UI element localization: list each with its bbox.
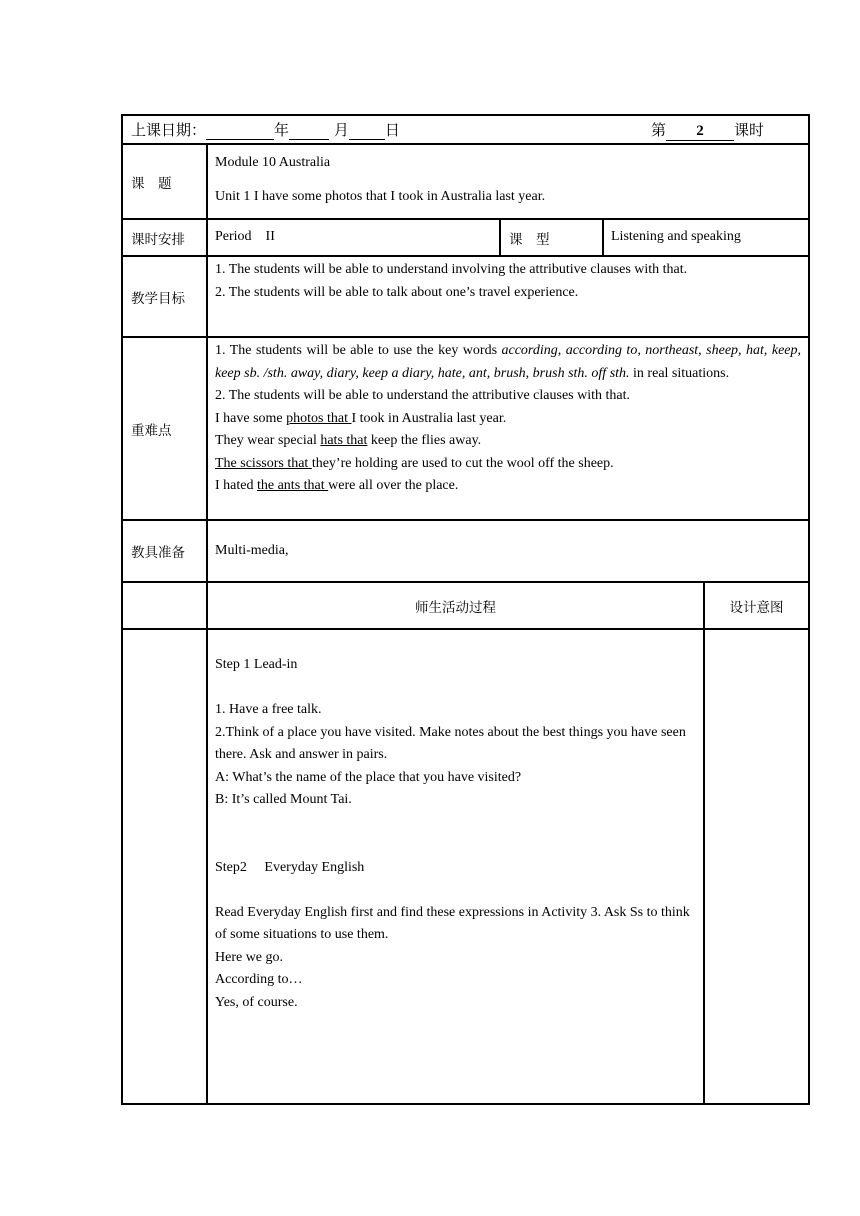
date-header bbox=[122, 115, 809, 144]
period-value: Period II bbox=[207, 219, 500, 256]
process-header: 师生活动过程 bbox=[207, 582, 704, 629]
step2-title: Step2 Everyday English bbox=[215, 859, 365, 875]
underlined-phrase: The scissors that bbox=[215, 455, 312, 471]
lesson-number-group bbox=[651, 119, 764, 141]
design-header: 设计意图 bbox=[704, 582, 809, 629]
key-words: according, according to, northeast, sheep, hat, keep, keep sb. /sth. away, diary, keep a diary, hate, ant, brush, brush sth. off sth. bbox=[215, 343, 802, 381]
schedule-label: 课时安排 bbox=[122, 219, 207, 256]
process-header-row bbox=[122, 582, 809, 629]
key-point-1-start: 1. The students will be able to use the key words bbox=[215, 343, 502, 358]
spacer bbox=[215, 879, 696, 902]
text: I hated bbox=[215, 478, 257, 493]
text: they’re holding are used to cut the wool off the sheep. bbox=[311, 455, 614, 471]
text: keep the flies away. bbox=[367, 433, 482, 448]
process-content bbox=[207, 629, 704, 1104]
day-label: 日 bbox=[384, 120, 400, 139]
key-points-row bbox=[122, 337, 809, 520]
underlined-phrase: photos that bbox=[286, 410, 352, 426]
step1-title: Step 1 Lead-in bbox=[215, 657, 298, 672]
example-sentence-1 bbox=[215, 408, 801, 431]
topic-label: 课 题 bbox=[122, 144, 207, 219]
key-point-1 bbox=[215, 340, 801, 385]
key-points-cell bbox=[207, 337, 809, 520]
example-sentence-3 bbox=[215, 453, 801, 476]
objectives-cell bbox=[207, 256, 809, 337]
underlined-phrase: hats that bbox=[320, 433, 368, 448]
tools-label: 教具准备 bbox=[122, 520, 207, 582]
year-label: 年 bbox=[274, 120, 290, 139]
lesson-suffix: 课时 bbox=[734, 120, 765, 139]
text: They wear special bbox=[215, 433, 321, 448]
date-day-blank[interactable] bbox=[349, 121, 385, 140]
text: I have some bbox=[215, 410, 287, 426]
tools-value: Multi-media, bbox=[207, 520, 809, 582]
key-points-label: 重难点 bbox=[122, 337, 207, 520]
objectives-row bbox=[122, 256, 809, 337]
step2-text: Read Everyday English first and find these expressions in Activity 3. Ask Ss to think of some situations to use them. bbox=[215, 904, 690, 942]
date-month-blank[interactable] bbox=[289, 121, 329, 140]
lesson-plan bbox=[121, 114, 808, 1105]
spacer bbox=[215, 834, 696, 857]
objective-item: 1. The students will be able to understand involving the attributive clauses with that. bbox=[215, 262, 688, 277]
text: I took in Australia last year. bbox=[351, 410, 507, 426]
spacer bbox=[215, 812, 696, 835]
underlined-phrase: the ants that bbox=[256, 478, 329, 493]
tools-row bbox=[122, 520, 809, 582]
expression: Yes, of course. bbox=[215, 994, 298, 1010]
process-blank-cell bbox=[122, 582, 207, 629]
process-left-cell bbox=[122, 629, 207, 1104]
design-intent-cell bbox=[704, 629, 809, 1104]
key-point-1-end: in real situations. bbox=[629, 365, 730, 381]
objective-item: 2. The students will be able to talk about one’s travel experience. bbox=[215, 284, 579, 300]
step1-item: 2.Think of a place you have visited. Make notes about the best things you have seen there. Ask and answer in pairs. bbox=[215, 724, 686, 762]
topic-row bbox=[122, 144, 809, 219]
type-label: 课 型 bbox=[500, 219, 603, 256]
lesson-number[interactable]: 2 bbox=[666, 123, 734, 141]
example-sentence-4 bbox=[215, 475, 801, 498]
step1-item: 1. Have a free talk. bbox=[215, 702, 322, 717]
expression: According to… bbox=[215, 972, 303, 987]
key-point-2: 2. The students will be able to understand the attributive clauses with that. bbox=[215, 388, 630, 403]
topic-cell bbox=[207, 144, 809, 219]
objectives-label: 教学目标 bbox=[122, 256, 207, 337]
dialogue-line: A: What’s the name of the place that you have visited? bbox=[215, 769, 522, 785]
date-label: 上课日期： bbox=[131, 120, 207, 139]
topic-module: Module 10 Australia bbox=[215, 155, 331, 170]
spacer bbox=[215, 677, 696, 700]
text: were all over the place. bbox=[328, 478, 459, 493]
header-row bbox=[122, 115, 809, 144]
type-value: Listening and speaking bbox=[603, 219, 809, 256]
schedule-row bbox=[122, 219, 809, 256]
process-body-row bbox=[122, 629, 809, 1104]
month-label: 月 bbox=[333, 120, 349, 139]
dialogue-line: B: It’s called Mount Tai. bbox=[215, 792, 352, 807]
lesson-plan-table bbox=[121, 114, 810, 1105]
example-sentence-2 bbox=[215, 430, 801, 453]
expression: Here we go. bbox=[215, 949, 284, 965]
topic-unit: Unit 1 I have some photos that I took in Australia last year. bbox=[215, 189, 546, 204]
lesson-prefix: 第 bbox=[650, 120, 666, 139]
date-year-blank[interactable] bbox=[206, 121, 274, 140]
